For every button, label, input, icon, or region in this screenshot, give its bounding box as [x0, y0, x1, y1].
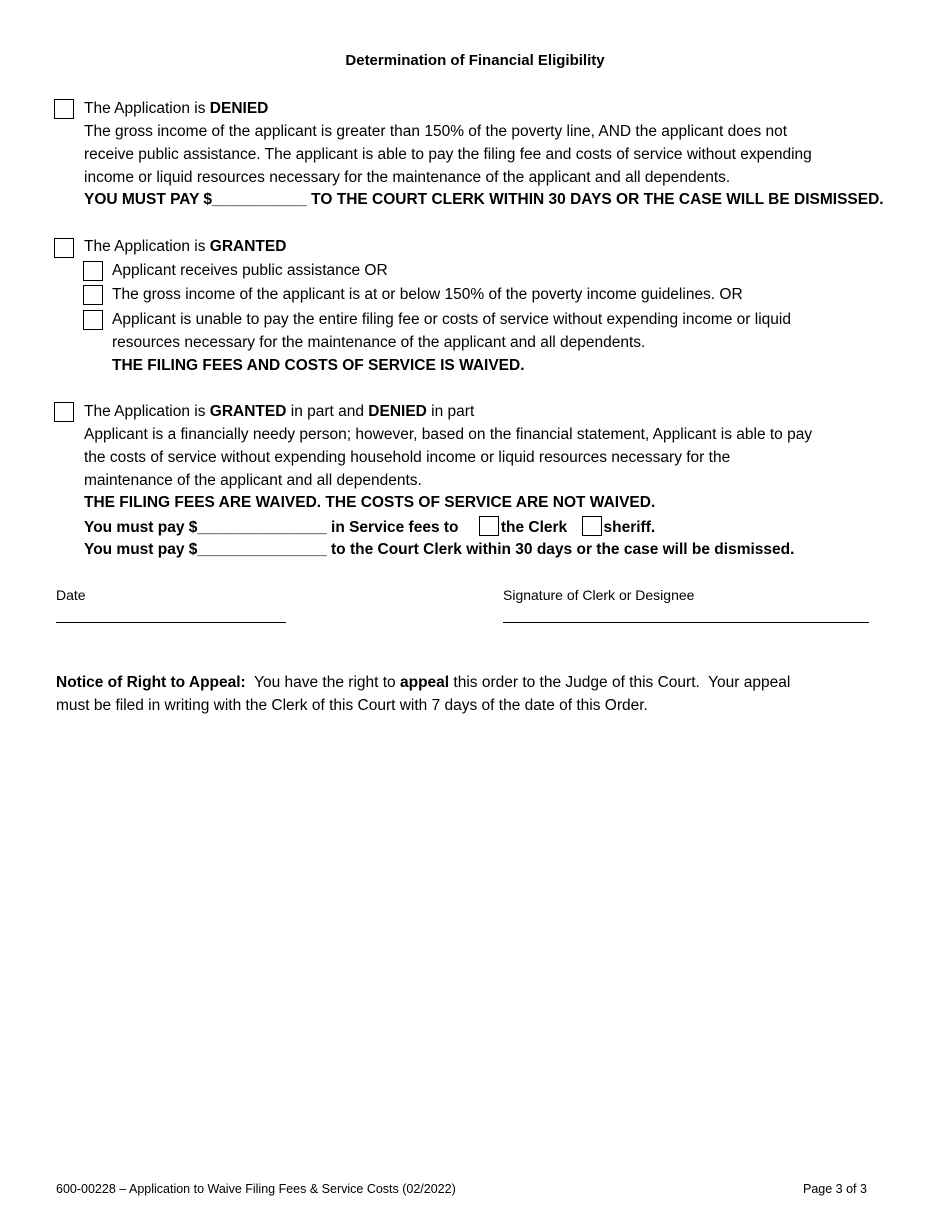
partial-waived-statement: THE FILING FEES ARE WAIVED. THE COSTS OF SERVICE ARE NOT WAIVED.	[84, 494, 656, 511]
denied-heading-prefix: The Application is	[84, 100, 210, 117]
granted-option-1-checkbox[interactable]	[83, 261, 103, 281]
granted-heading-prefix: The Application is	[84, 238, 210, 255]
date-label: Date	[56, 587, 86, 603]
date-line[interactable]	[56, 622, 286, 623]
notice-label: Notice of Right to Appeal:	[56, 674, 246, 691]
partial-heading-bold-denied: DENIED	[368, 403, 427, 420]
granted-option-3-label-line-1: Applicant is unable to pay the entire filing fee or costs of service without expending income or liquid	[112, 311, 791, 328]
granted-option-2-label: The gross income of the applicant is at or below 150% of the poverty income guidelines. OR	[112, 286, 743, 303]
granted-option-2-checkbox[interactable]	[83, 285, 103, 305]
denied-must-pay: YOU MUST PAY $___________ TO THE COURT CLERK WITHIN 30 DAYS OR THE CASE WILL BE DISMISSED.	[84, 191, 884, 208]
partial-heading-mid: in part and	[286, 403, 369, 420]
notice-appeal-word: appeal	[399, 674, 450, 691]
denied-text-line-3: income or liquid resources necessary for the maintenance of the applicant and all dependents.	[84, 169, 731, 186]
denied-text-line-2: receive public assistance. The applicant is able to pay the filing fee and costs of service without expending	[84, 146, 812, 163]
denied-text-line-1: The gross income of the applicant is greater than 150% of the poverty line, AND the applicant does not	[84, 123, 788, 140]
footer-page-number: Page 3 of 3	[803, 1182, 867, 1196]
service-fees-prefix: You must pay $_______________ in Service fees to	[84, 519, 459, 536]
notice-line-2: must be filed in writing with the Clerk of this Court with 7 days of the date of this Order.	[56, 697, 648, 714]
signature-label: Signature of Clerk or Designee	[503, 587, 695, 603]
denied-heading-bold: DENIED	[209, 100, 269, 117]
partial-heading-suffix: in part	[426, 403, 475, 420]
partial-court-clerk-line: You must pay $_______________ to the Court Clerk within 30 days or the case will be dismissed.	[84, 541, 795, 558]
partial-text-line-2: the costs of service without expending household income or liquid resources necessary for the	[84, 449, 731, 466]
notice-line-1	[56, 673, 790, 693]
granted-checkbox[interactable]	[54, 238, 74, 258]
sheriff-option-label: sheriff.	[603, 519, 656, 536]
notice-text-2: this order to the Judge of this Court. Your appeal	[449, 674, 791, 691]
partial-text-line-3: maintenance of the applicant and all dependents.	[84, 472, 422, 489]
granted-waived-statement: THE FILING FEES AND COSTS OF SERVICE IS WAIVED.	[112, 357, 525, 374]
granted-option-1-label: Applicant receives public assistance OR	[112, 262, 388, 279]
partial-checkbox[interactable]	[54, 402, 74, 422]
notice-text-1: You have the right to	[245, 674, 400, 691]
denied-heading	[84, 99, 268, 119]
granted-heading	[84, 237, 286, 257]
granted-heading-bold: GRANTED	[209, 238, 287, 255]
granted-option-3-label-line-2: resources necessary for the maintenance of the applicant and all dependents.	[112, 334, 646, 351]
partial-heading	[84, 402, 474, 422]
partial-heading-prefix: The Application is	[84, 403, 210, 420]
page-title: Determination of Financial Eligibility	[345, 52, 605, 69]
granted-option-3-checkbox[interactable]	[83, 310, 103, 330]
footer-form-id: 600-00228 – Application to Waive Filing Fees & Service Costs (02/2022)	[56, 1182, 456, 1196]
partial-text-line-1: Applicant is a financially needy person; however, based on the financial statement, Applicant is able to pay	[84, 426, 813, 443]
clerk-option-checkbox[interactable]	[479, 516, 499, 536]
signature-line[interactable]	[503, 622, 869, 623]
sheriff-option-checkbox[interactable]	[582, 516, 602, 536]
partial-service-fees-line	[84, 516, 655, 538]
partial-heading-bold-granted: GRANTED	[209, 403, 287, 420]
clerk-option-label: the Clerk	[500, 519, 568, 536]
denied-checkbox[interactable]	[54, 99, 74, 119]
